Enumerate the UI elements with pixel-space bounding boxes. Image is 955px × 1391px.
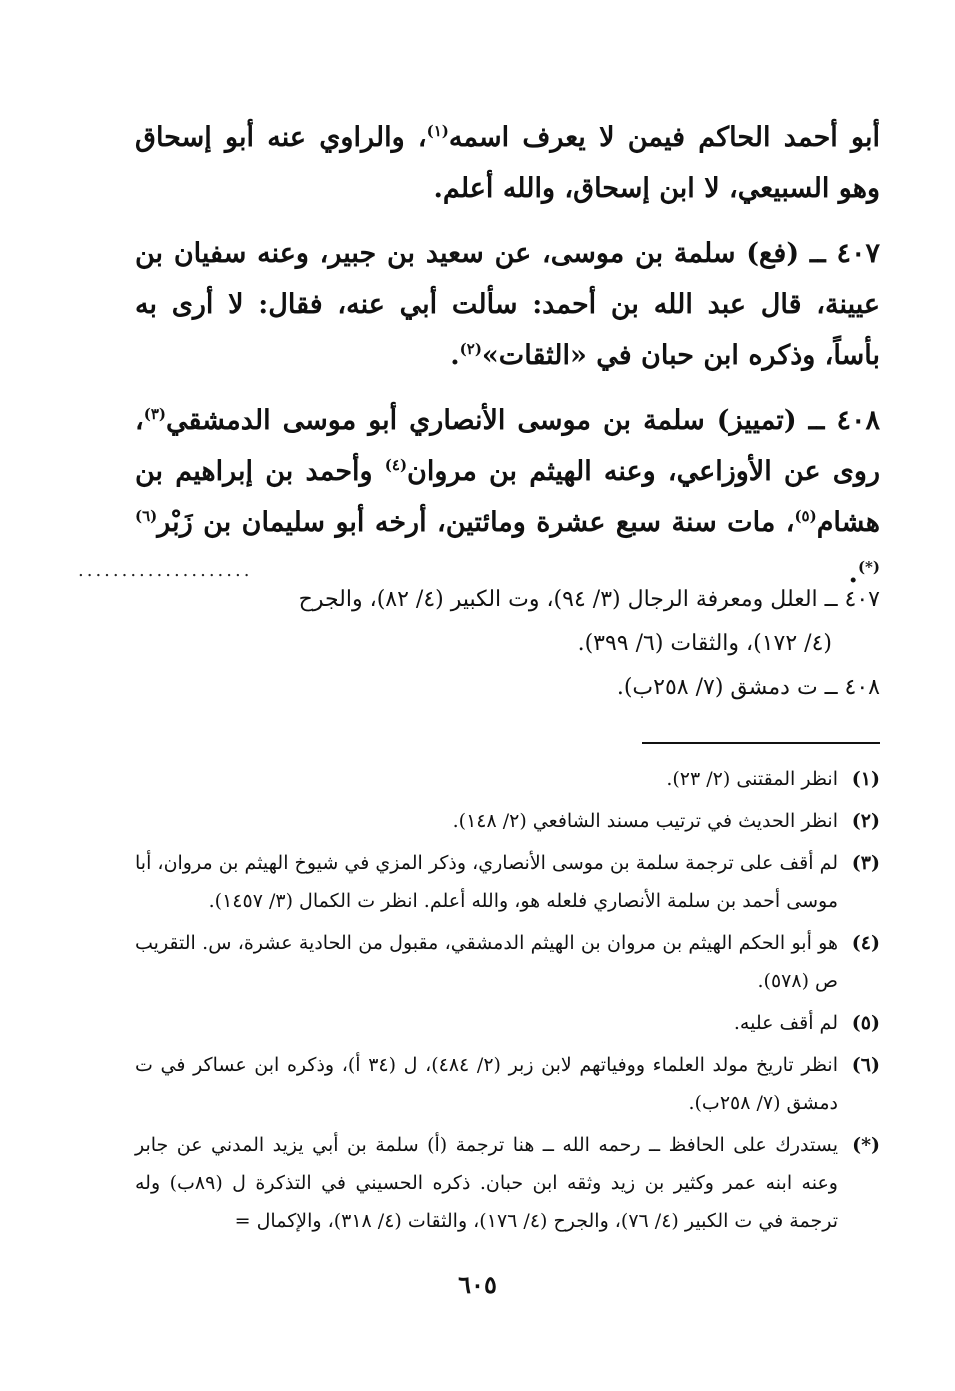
footnote-text: هو أبو الحكم الهيثم بن مروان بن الهيثم الدمشقي، مقبول من الحادية عشرة، س. التقريب ص (٥٧٨). — [135, 932, 838, 992]
entry-text: ، روى عن الأوزاعي، وعنه الهيثم بن مروان — [135, 405, 880, 487]
footnote-text: لم أقف على ترجمة سلمة بن موسى الأنصاري، وذكر المزي في شيوخ الهيثم بن مروان، أبا موسى أحمد بن سلمة الأنصاري فلعله هو، والله أعلم. انظر ت الكمال (٣/ ١٤٥٧). — [135, 852, 838, 912]
footnote-item — [135, 760, 880, 798]
footnote-text: انظر الحديث في ترتيب مسند الشافعي (٢/ ١٤٨). — [452, 810, 838, 832]
footnote-text: يستدرك على الحافظ ــ رحمه الله ــ هنا ترجمة (أ) سلمة بن أبي يزيد المدني عن جابر وعنه ابنه عمر وكثير بن زيد وثقه ابن حبان. ذكره الحسيني في التذكرة ل (٨٩ب) وله ترجمة في ت الكبير (٤/ ٧٦)، والجرح (٤/ ١٧٦)، والثقات (٤/ ٣١٨)، والإكمال = — [135, 1134, 838, 1232]
footnote-item — [135, 924, 880, 1000]
entry-number: ٤٠٨ ــ — [808, 405, 880, 436]
source-407: ٤٠٧ ــ العلل ومعرفة الرجال (٣/ ٩٤)، وت الكبير (٤/ ٨٢)، والجرح — [298, 587, 880, 612]
footnote-mark: (٥) — [851, 1012, 880, 1034]
main-text — [135, 112, 880, 613]
footnote-item — [135, 844, 880, 920]
source-407-cont: (٤/ ١٧٢)، والثقات (٦/ ٣٩٩). — [577, 631, 832, 656]
footnote-mark: (٣) — [851, 852, 880, 874]
footnote-item — [135, 1004, 880, 1042]
footnote-item — [135, 1126, 880, 1240]
footnote-item — [135, 1046, 880, 1122]
text-span: . — [848, 558, 858, 589]
separator-dots: .................... — [78, 560, 253, 581]
entry-number: ٤٠٧ ــ — [809, 238, 880, 269]
entry-text: ، مات سنة سبع عشرة ومائتين، أرخه أبو سليمان بن زَبْر — [157, 507, 795, 538]
entry-text: (تمييز) سلمة بن موسى الأنصاري أبو موسى الدمشقي — [166, 405, 797, 436]
footnote-ref: (٤) — [384, 456, 408, 474]
footnote-mark: (٢) — [851, 810, 880, 832]
footnote-text: لم أقف عليه. — [733, 1012, 838, 1034]
footnote-text: انظر المقتنى (٢/ ٢٣). — [666, 768, 838, 790]
source-408: ٤٠٨ ــ ت دمشق (٧/ ٢٥٨ب). — [616, 675, 880, 700]
footnote-mark: (*) — [852, 1134, 880, 1156]
footnote-ref: (٢) — [459, 340, 482, 358]
text-span: أبو أحمد الحاكم فيمن لا يعرف اسمه — [448, 122, 881, 153]
entry-text: وأحمد بن إبراهيم بن هشام — [135, 456, 880, 538]
footnote-mark: (٤) — [851, 932, 880, 954]
footnote-mark: (٦) — [851, 1054, 880, 1076]
paragraph-continuation — [135, 112, 880, 214]
footnote-mark: (١) — [851, 768, 880, 790]
footnote-ref: (١) — [426, 122, 449, 140]
text-span: . — [450, 340, 460, 371]
entry-text: (فع) سلمة بن موسى، عن سعيد بن جبير، وعنه سفيان بن عيينة، قال عبد الله بن أحمد: سألت أبي عنه، فقال: لا أرى به بأساً، وذكره ابن حبان في «الثقات» — [135, 238, 880, 371]
footnote-item — [135, 802, 880, 840]
entry-407 — [135, 228, 880, 381]
sources-block — [135, 578, 880, 710]
footnote-divider — [642, 742, 880, 744]
footnote-ref: (٣) — [143, 405, 166, 423]
text-span: ، والراوي عنه أبو إسحاق وهو السبيعي، لا ابن إسحاق، والله أعلم. — [135, 122, 880, 204]
page-number: ٦٠٥ — [458, 1270, 497, 1299]
footnote-ref: (٥) — [794, 507, 817, 525]
footnotes — [135, 760, 880, 1244]
footnote-ref: (٦)(*) — [135, 507, 880, 576]
footnote-text: انظر تاريخ مولد العلماء ووفياتهم لابن زبر (٢/ ٤٨٤)، ل (٣٤ أ)، وذكره ابن عساكر في ت دمشق (٧/ ٢٥٨ب). — [135, 1054, 838, 1114]
